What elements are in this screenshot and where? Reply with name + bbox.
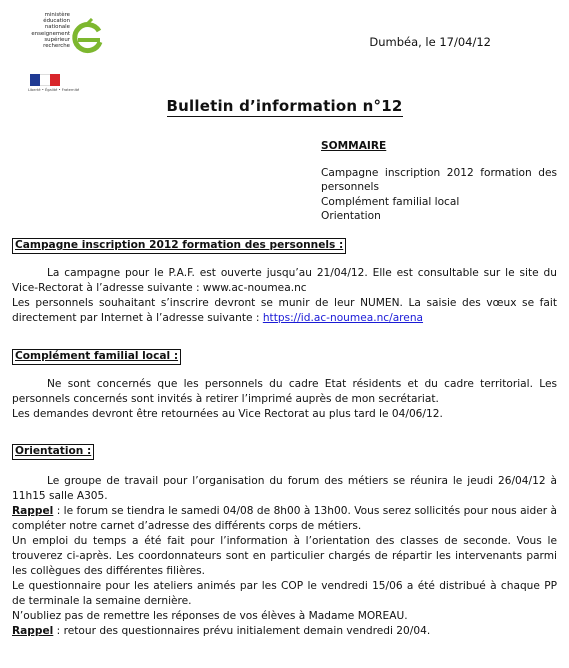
logo-line: supérieur bbox=[44, 36, 70, 43]
paragraph bbox=[12, 504, 557, 534]
ministry-logo bbox=[18, 8, 108, 98]
rappel-label: Rappel bbox=[12, 625, 54, 637]
rappel-label: Rappel bbox=[12, 505, 54, 517]
e-accent-logo-icon bbox=[70, 18, 106, 58]
logo-line: recherche bbox=[43, 43, 70, 50]
logo-line: ministère bbox=[44, 12, 70, 18]
paragraph bbox=[12, 624, 557, 639]
section-heading-text: Complément familial local : bbox=[15, 350, 179, 362]
paragraph: Un emploi du temps a été fait pour l’information à l’orientation des classes de seconde. Vous le trouverez ci-après. Les coordonnateurs sont en particulier chargés de répartir les intervenants parmi les collègues des différentes filières. bbox=[12, 535, 557, 577]
french-flag-icon bbox=[30, 74, 60, 86]
summary-heading: SOMMAIRE bbox=[321, 140, 387, 152]
section-heading-text: Campagne inscription 2012 formation des personnels : bbox=[15, 239, 344, 251]
summary-item: Campagne inscription 2012 formation des personnels bbox=[321, 166, 557, 193]
summary-item: Complément familial local bbox=[321, 195, 460, 208]
paragraph: Les demandes devront être retournées au Vice Rectorat au plus tard le 04/06/12. bbox=[12, 408, 443, 420]
paragraph: Le groupe de travail pour l’organisation du forum des métiers se réunira le jeudi 26/04/12 à 11h15 salle A305. bbox=[12, 475, 557, 502]
logo-line: nationale bbox=[44, 24, 70, 31]
paragraph-text: Les personnels souhaitant s’inscrire devront se munir de leur NUMEN. La saisie des vœux se fait directement par Internet à l’adresse suivante : bbox=[12, 297, 557, 324]
title-text: Bulletin d’information n°12 bbox=[166, 97, 403, 115]
page-title bbox=[0, 97, 569, 115]
section-campagne-body bbox=[12, 266, 557, 326]
document-date: Dumbéa, le 17/04/12 bbox=[369, 35, 491, 49]
summary-item: Orientation bbox=[321, 210, 381, 222]
logo-line: éducation bbox=[43, 18, 70, 25]
paragraph-text: : le forum se tiendra le samedi 04/08 de 8h00 à 13h00. Vous serez sollicités pour nous aider à compléter notre carnet d’adresse des différents corps de métiers. bbox=[12, 505, 557, 532]
paragraph: Ne sont concernés que les personnels du cadre Etat résidents et du cadre territorial. Les personnels concernés sont invités à retirer l’imprimé auprès de mon secrétariat. bbox=[12, 378, 557, 405]
paragraph: N’oubliez pas de remettre les réponses de vos élèves à Madame MOREAU. bbox=[12, 610, 408, 622]
paragraph: La campagne pour le P.A.F. est ouverte jusqu’au 21/04/12. Elle est consultable sur le site du Vice-Rectorat à l’adresse suivante : www.ac-noumea.nc bbox=[12, 267, 557, 294]
section-heading-campagne bbox=[12, 238, 346, 254]
logo-line: enseignement bbox=[31, 30, 70, 37]
summary-box bbox=[321, 139, 557, 224]
section-heading-text: Orientation : bbox=[15, 445, 92, 457]
section-complement-body bbox=[12, 377, 557, 422]
paragraph: Le questionnaire pour les ateliers animés par les COP le vendredi 15/06 a été distribué à chaque PP de terminale la semaine dernière. bbox=[12, 580, 557, 607]
section-orientation-body bbox=[12, 474, 557, 639]
section-heading-orientation bbox=[12, 444, 94, 460]
arena-link[interactable]: https://id.ac-noumea.nc/arena bbox=[262, 312, 424, 324]
paragraph bbox=[12, 296, 557, 326]
section-heading-complement bbox=[12, 349, 181, 365]
paragraph-text: : retour des questionnaires prévu initialement demain vendredi 20/04. bbox=[53, 625, 431, 637]
logo-motto: Liberté • Égalité • Fraternité bbox=[28, 88, 80, 92]
logo-text bbox=[30, 12, 70, 49]
